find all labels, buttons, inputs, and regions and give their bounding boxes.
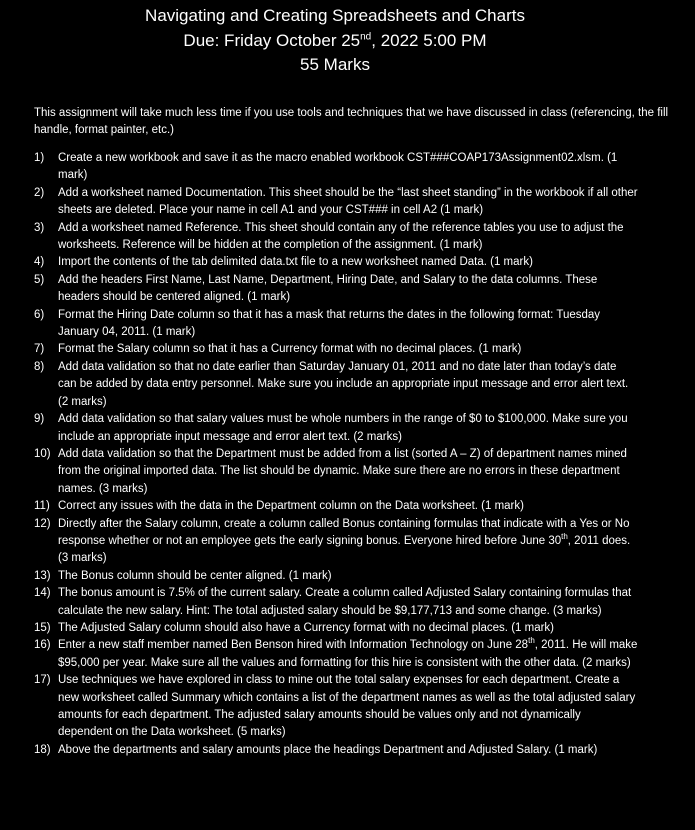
task-number: 9) — [34, 413, 45, 426]
ordinal-suffix: th — [561, 532, 568, 542]
task-text-segment: Add a worksheet named Reference. This sheet should contain any of the reference tables you use to adjust the worksheets. Reference will be hidden at the completion of the assignment. (1 mark) — [58, 221, 624, 252]
task-text-segment: Format the Hiring Date column so that it has a mask that returns the dates in the following format: Tuesday January 04, 2011. (1 mark) — [58, 308, 601, 339]
task-number: 12) — [34, 517, 51, 530]
task-text-segment: Enter a new staff member named Ben Benson hired with Information Technology on June 28 — [58, 639, 529, 652]
task-number: 10) — [34, 447, 51, 460]
task-text-segment: Use techniques we have explored in class to mine out the total salary expenses for each department. Create a new worksheet called Summary which contains a list of the department names as well as the total adjusted salary amounts for each department. The adjusted salary amounts should be values only and not dynamically dependent on the Data worksheet. (5 marks) — [58, 674, 636, 739]
task-number: 17) — [34, 674, 51, 687]
task-item — [0, 568, 638, 585]
due-date-prefix: Due: Friday October 25 — [183, 30, 361, 50]
task-item — [0, 150, 638, 185]
task-text-segment: , 2011. He will make $95,000 per year. Make sure all the values and formatting for this hire is consistent with the other data. (2 marks) — [58, 639, 638, 669]
task-text-segment: , 2011 does. (3 marks) — [58, 534, 631, 565]
task-text — [58, 274, 597, 303]
task-number: 5) — [34, 273, 45, 286]
task-item — [0, 620, 638, 637]
task-text-segment: Above the departments and salary amounts place the headings Department and Adjusted Salary. (1 mark) — [58, 743, 598, 756]
task-text — [58, 256, 533, 268]
due-date — [0, 29, 670, 54]
task-number: 3) — [34, 221, 45, 234]
task-text-segment: Directly after the Salary column, create a column called Bonus containing formulas that indicate with a Yes or No response whether or not an employee gets the early signing bonus. Everyone hired before June 30 — [58, 517, 630, 547]
task-text-segment: Add the headers First Name, Last Name, Department, Hiring Date, and Salary to the data columns. These headers should be centered aligned. (1 mark) — [58, 273, 598, 304]
task-text — [58, 361, 628, 408]
task-text-segment: Create a new workbook and save it as the macro enabled workbook CST###COAP173Assignment02.xlsm. (1 mark) — [58, 152, 618, 182]
due-date-ordinal: nd — [360, 30, 372, 42]
task-number: 13) — [34, 569, 51, 582]
task-number: 11) — [34, 500, 50, 513]
document-title: Navigating and Creating Spreadsheets and Charts — [145, 6, 525, 25]
task-text — [58, 500, 524, 512]
task-text-segment: Add data validation so that no date earlier than Saturday January 01, 2011 and no date later than today’s date can be added by data entry personnel. Make sure you include an appropriate input message and error alert text. (2 marks) — [58, 360, 629, 408]
task-number: 16) — [34, 639, 51, 652]
task-text-segment: Add data validation so that the Department must be added from a list (sorted A – Z) of department names mined from the original imported data. The list should be dynamic. Make sure there are no errors in these department names. (3 marks) — [58, 447, 627, 495]
task-number: 4) — [34, 256, 45, 269]
task-text — [58, 518, 630, 565]
task-text — [58, 448, 627, 495]
task-number: 2) — [34, 186, 45, 199]
task-number: 7) — [34, 343, 45, 356]
task-number: 15) — [34, 621, 51, 634]
task-text — [58, 674, 635, 738]
task-item — [0, 637, 638, 672]
task-text — [58, 636, 638, 669]
task-item — [0, 254, 638, 271]
task-text-segment: Add data validation so that salary values must be whole numbers in the range of $0 to $100,000. Make sure you include an appropriate input message and error alert text. (2 marks) — [58, 413, 628, 443]
task-item — [0, 272, 638, 307]
task-text-segment: Add a worksheet named Documentation. This sheet should be the “last sheet standing” in the workbook if all other sheets are deleted. Place your name in cell A1 and your CST### in cell A2 (1 mark) — [58, 186, 638, 217]
task-item — [0, 446, 638, 498]
task-text — [58, 570, 332, 582]
task-item — [0, 185, 638, 220]
task-item — [0, 341, 638, 358]
task-number: 18) — [34, 743, 51, 756]
task-text-segment: Format the Salary column so that it has a Currency format with no decimal places. (1 mark) — [58, 343, 522, 356]
task-item — [0, 672, 638, 742]
task-text-segment: Correct any issues with the data in the Department column on the Data worksheet. (1 mark) — [58, 500, 524, 513]
task-item — [0, 516, 638, 568]
task-text-segment: The bonus amount is 7.5% of the current salary. Create a column called Adjusted Salary containing formulas that calculate the new salary. Hint: The total adjusted salary should be $9,177,713 and some change. (3 marks) — [58, 587, 632, 617]
task-text-segment: The Adjusted Salary column should also have a Currency format with no decimal places. (1 mark) — [58, 621, 555, 634]
due-date-suffix: , 2022 5:00 PM — [371, 30, 487, 50]
task-text — [58, 744, 597, 756]
task-text-segment: Import the contents of the tab delimited data.txt file to a new worksheet named Data. (1 mark) — [58, 256, 533, 269]
task-text — [58, 222, 624, 251]
document-header — [0, 4, 670, 78]
task-text — [58, 309, 600, 338]
task-text-segment: The Bonus column should be center aligned. (1 mark) — [58, 569, 332, 582]
task-text — [58, 152, 617, 181]
ordinal-suffix: th — [528, 636, 535, 646]
task-item — [0, 359, 638, 411]
total-marks: 55 Marks — [300, 55, 370, 74]
task-number: 8) — [34, 360, 45, 373]
intro-paragraph: This assignment will take much less time if you use tools and techniques that we have discussed in class (referencing, the fill handle, format painter, etc.) — [34, 107, 669, 137]
task-text — [58, 187, 638, 216]
task-list — [0, 150, 695, 759]
task-item — [0, 742, 638, 759]
task-item — [0, 307, 638, 342]
task-item — [0, 411, 638, 446]
task-text — [58, 622, 554, 634]
task-number: 14) — [34, 587, 51, 600]
task-text — [58, 413, 628, 442]
task-item — [0, 585, 638, 620]
task-number: 1) — [34, 152, 45, 164]
task-item — [0, 220, 638, 255]
task-item — [0, 498, 638, 515]
task-text — [58, 343, 521, 355]
task-number: 6) — [34, 308, 45, 321]
task-text — [58, 587, 631, 616]
